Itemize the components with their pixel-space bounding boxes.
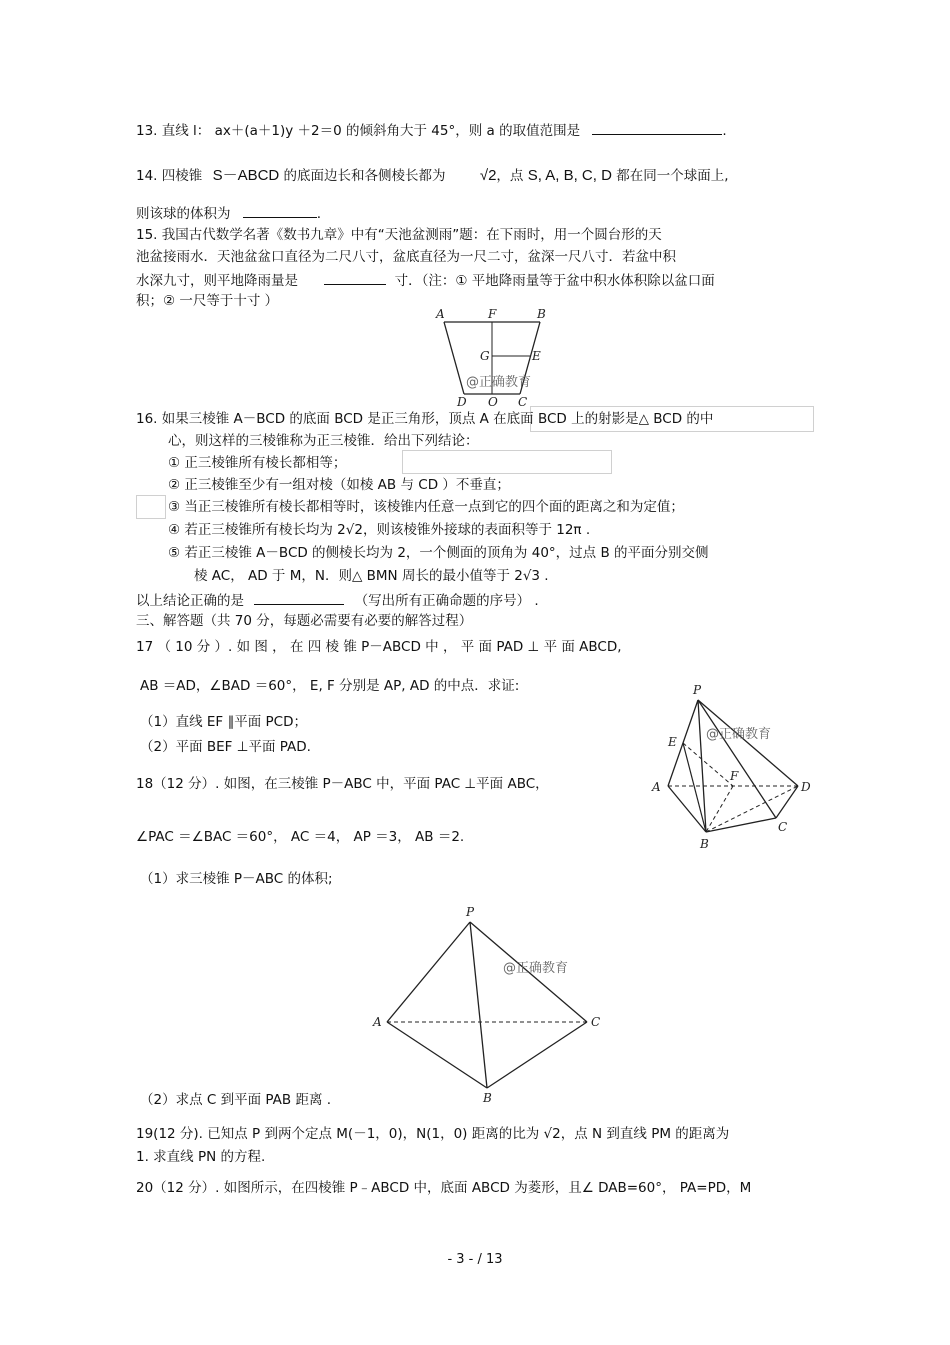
q15-label-A: A (436, 308, 445, 321)
q16-answer-label: 以上结论正确的是 (136, 593, 244, 609)
q16-line1: 16. 如果三棱锥 A－BCD 的底面 BCD 是正三角形，顶点 A 在底面 BCD 上的射影是△ BCD 的中 (136, 411, 714, 427)
q17-line2: AB ＝AD，∠BAD ＝60°， E, F 分别是 AP, AD 的中点．求证: (140, 678, 520, 694)
q20-line1: 20（12 分）. 如图所示，在四棱锥 P﹣ABCD 中，底面 ABCD 为菱形，且∠ DAB=60°， PA=PD，M (136, 1180, 752, 1196)
q17-label-E: E (668, 735, 677, 749)
q16-conclusion-2: ② 正三棱锥至少有一组对棱（如棱 AB 与 CD ）不垂直； (168, 477, 510, 493)
q18-line2: ∠PAC ＝∠BAC ＝60°， AC ＝4， AP ＝3， AB ＝2. (136, 829, 465, 845)
question-13 (136, 120, 727, 140)
section-3-heading: 三、解答题（共 70 分，每题必需要有必要的解答过程） (136, 613, 473, 629)
q15-label-G: G (480, 349, 490, 363)
q13-answer-blank[interactable] (592, 120, 722, 135)
q17-label-B: B (700, 837, 709, 851)
q14-points: S, A, B, C, D (527, 167, 612, 184)
q15-line1: 15. 我国古代数学名著《数书九章》中有“天池盆测雨”题：在下雨时，用一个圆台形的天 (136, 227, 662, 243)
q19-line1: 19(12 分). 已知点 P 到两个定点 M(－1，0)，N(1，0) 距离的比为 √2，点 N 到直线 PM 的距离为 (136, 1126, 730, 1142)
q14-sep: ，点 (496, 168, 524, 184)
q13-end: . (722, 123, 727, 139)
q15-label-B: B (537, 308, 546, 321)
q15-label-C: C (518, 395, 528, 408)
q17-label-D: D (801, 780, 811, 794)
q14-desc: 的底面边长和各侧棱长都为 (283, 168, 446, 184)
question-14 (136, 167, 729, 185)
q16-conclusion-1: ① 正三棱锥所有棱长都相等； (168, 455, 347, 471)
q18-label-A: A (373, 1015, 382, 1029)
q17-label-A: A (652, 780, 661, 794)
q17-label-C: C (778, 820, 788, 834)
q14-prefix: 14. 四棱锥 (136, 168, 203, 184)
q13-text: 13. 直线 l： ax＋(a＋1)y ＋2＝0 的倾斜角大于 45°，则 a 的取值范围是 (136, 123, 581, 139)
q18-label-C: C (591, 1015, 601, 1029)
q14-line2: 则该球的体积为 (136, 206, 231, 222)
q18-label-P: P (466, 905, 475, 919)
q15-line3b: 寸．（注：① 平地降雨量等于盆中积水体积除以盆口面 (394, 273, 715, 289)
q16-conclusion-5b: 棱 AC， AD 于 M，N．则△ BMN 周长的最小值等于 2√3 . (194, 568, 549, 584)
q16-conclusion-4: ④ 若正三棱锥所有棱长均为 2√2，则该棱锥外接球的表面积等于 12π . (168, 522, 591, 538)
q16-line2: 心，则这样的三棱锥称为正三棱锥．给出下列结论： (168, 433, 479, 449)
q15-line3 (136, 270, 715, 290)
q14-sqrt2: √2 (479, 167, 497, 184)
q17-label-P: P (693, 683, 702, 697)
q17-part1: （1）直线 EF ∥平面 PCD； (140, 714, 307, 730)
q18-part1: （1）求三棱锥 P－ABC 的体积; (140, 871, 333, 887)
q15-label-O: O (488, 395, 498, 408)
q17-line1: 17 （ 10 分 ）. 如 图 ， 在 四 棱 锥 P－ABCD 中 ， 平 面 PAD ⊥ 平 面 ABCD, (136, 639, 622, 655)
q14-answer-blank[interactable] (243, 203, 317, 218)
q15-line3a: 水深九寸，则平地降雨量是 (136, 273, 298, 289)
q16-frame-2 (402, 450, 612, 474)
question-14-line2 (136, 203, 321, 223)
q19-line2: 1. 求直线 PN 的方程. (136, 1149, 266, 1165)
q15-line2: 池盆接雨水．天池盆盆口直径为二尺八寸，盆底直径为一尺二寸，盆深一尺八寸．若盆中积 (136, 249, 676, 265)
q14-end: . (316, 206, 322, 222)
q14-solid: S－ABCD (212, 167, 280, 184)
q15-line4: 积；② 一尺等于十寸 ） (136, 293, 279, 309)
q18-tetrahedron-figure (365, 900, 615, 1105)
page-number: - 3 - / 13 (447, 1252, 503, 1267)
q16-answer-note: （写出所有正确命题的序号） . (354, 593, 539, 609)
q18-label-B: B (483, 1091, 492, 1105)
q18-watermark: @正确教育 (503, 961, 569, 976)
q16-conclusion-5: ⑤ 若正三棱锥 A－BCD 的侧棱长均为 2，一个侧面的顶角为 40°，过点 B 的平面分别交侧 (168, 545, 709, 561)
q15-label-E: E (532, 349, 541, 363)
q16-answer-blank[interactable] (254, 590, 344, 605)
q14-tail: 都在同一个球面上, (616, 168, 729, 184)
q16-answer-line (136, 590, 539, 610)
q17-part2: （2）平面 BEF ⊥平面 PAD. (140, 739, 311, 755)
q17-watermark: @正确教育 (706, 727, 772, 742)
q15-answer-blank[interactable] (324, 270, 386, 285)
q15-watermark: @正确教育 (466, 375, 532, 390)
q16-conclusion-3: ③ 当正三棱锥所有棱长都相等时，该棱锥内任意一点到它的四个面的距离之和为定值； (168, 499, 684, 515)
q15-label-F: F (488, 308, 497, 321)
q17-pyramid-figure (648, 680, 818, 855)
q18-line1: 18（12 分）. 如图，在三棱锥 P－ABC 中，平面 PAC ⊥平面 ABC， (136, 776, 549, 792)
q18-part2: （2）求点 C 到平面 PAB 距离 . (140, 1092, 332, 1108)
q17-label-F: F (730, 769, 739, 783)
q16-frame-3 (136, 495, 166, 519)
q15-trapezoid-figure (430, 308, 550, 408)
q15-label-D: D (457, 395, 467, 408)
